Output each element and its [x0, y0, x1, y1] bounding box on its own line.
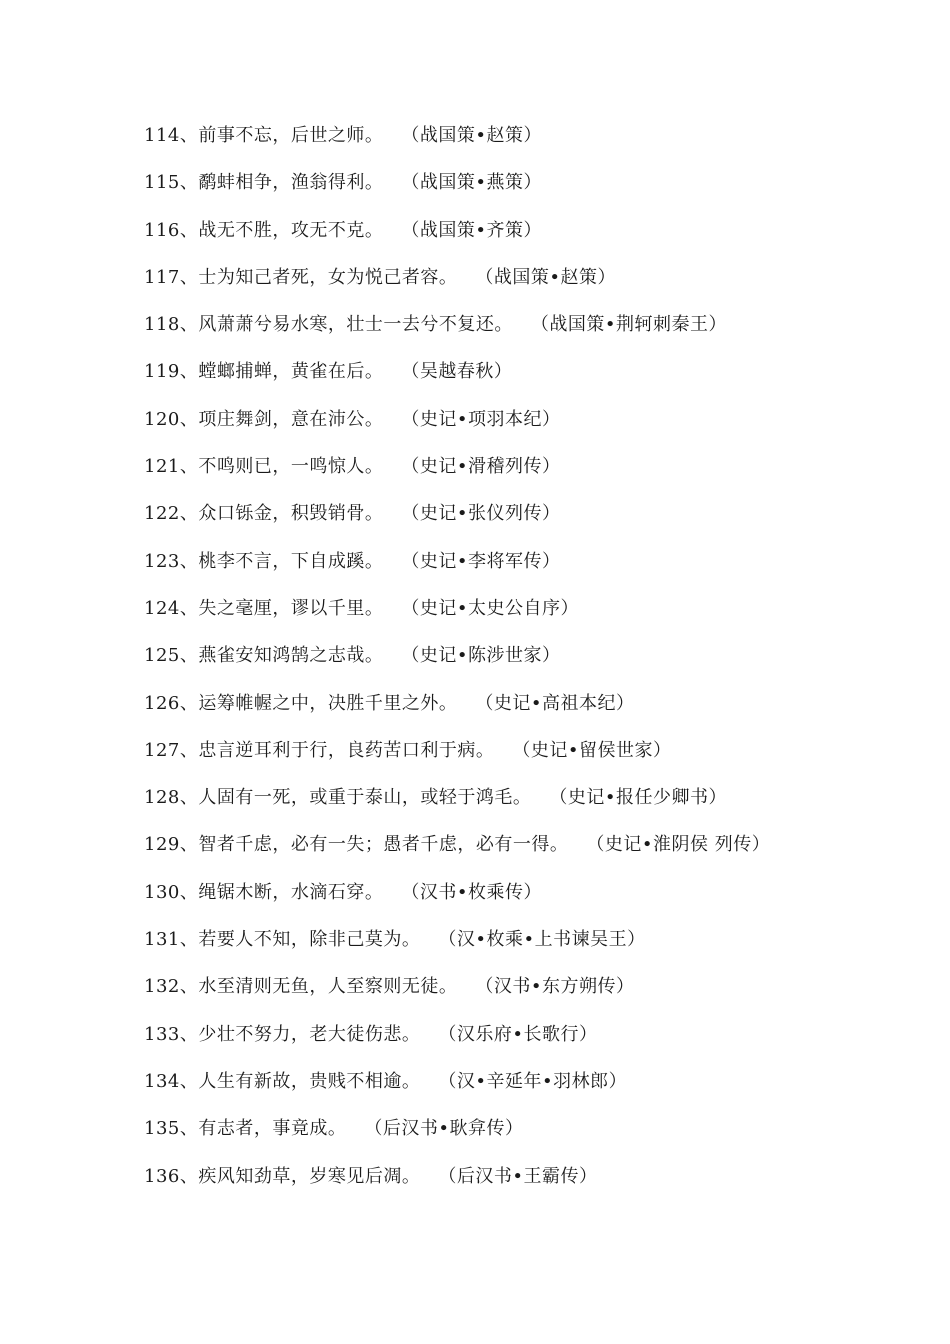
list-item [144, 1064, 904, 1111]
item-number: 124 [144, 597, 180, 619]
item-number: 136 [144, 1165, 180, 1187]
quote-source: （汉•辛延年•羽林郎） [438, 1070, 628, 1092]
quote-text: 士为知己者死，女为悦己者容。 [198, 266, 458, 288]
list-item [144, 1159, 904, 1206]
item-separator: 、 [179, 739, 199, 761]
quote-source: （汉书•枚乘传） [401, 881, 542, 903]
quote-source: （汉书•东方朔传） [475, 976, 635, 998]
quote-source: （史记•滑稽列传） [401, 456, 561, 478]
item-separator: 、 [179, 550, 199, 572]
item-separator: 、 [179, 1070, 199, 1092]
list-item [144, 875, 904, 922]
item-number: 118 [144, 314, 180, 336]
item-separator: 、 [179, 1165, 199, 1187]
quote-text: 若要人不知，除非己莫为。 [198, 929, 421, 951]
quote-text: 智者千虑，必有一失；愚者千虑，必有一得。 [198, 834, 569, 856]
item-number: 117 [144, 266, 180, 288]
quote-text: 桃李不言，下自成蹊。 [198, 550, 384, 572]
item-number: 128 [144, 787, 180, 809]
list-item [144, 922, 904, 969]
quote-source: （汉乐府•长歌行） [438, 1023, 598, 1045]
quote-source: （汉•枚乘•上书谏吴王） [438, 929, 646, 951]
quote-source: （战国策•赵策） [475, 266, 616, 288]
quote-text: 运筹帷幄之中，决胜千里之外。 [198, 692, 458, 714]
quote-source: （战国策•荆轲刺秦王） [530, 314, 727, 336]
item-number: 122 [144, 503, 180, 525]
quote-source: （史记•报任少卿书） [549, 787, 727, 809]
list-item [144, 591, 904, 638]
quote-text: 水至清则无鱼，人至察则无徒。 [198, 976, 458, 998]
item-number: 131 [144, 929, 180, 951]
item-separator: 、 [179, 834, 199, 856]
item-separator: 、 [179, 597, 199, 619]
item-number: 114 [144, 125, 180, 146]
item-number: 134 [144, 1070, 180, 1092]
quote-text: 绳锯木断，水滴石穿。 [198, 881, 384, 903]
item-number: 129 [144, 834, 180, 856]
quote-text: 人生有新故，贵贱不相逾。 [198, 1070, 421, 1092]
item-number: 135 [144, 1118, 180, 1140]
quote-text: 有志者，事竟成。 [198, 1118, 347, 1140]
quote-text: 项庄舞剑，意在沛公。 [198, 408, 384, 430]
list-item [144, 260, 904, 307]
quote-source: （史记•陈涉世家） [401, 645, 561, 667]
item-separator: 、 [179, 692, 199, 714]
list-item [144, 307, 904, 354]
list-item [144, 780, 904, 827]
list-item [144, 402, 904, 449]
item-number: 120 [144, 408, 180, 430]
list-item [144, 544, 904, 591]
quote-text: 众口铄金，积毁销骨。 [198, 503, 384, 525]
list-item [144, 969, 904, 1016]
list-item [144, 1017, 904, 1064]
item-separator: 、 [179, 929, 199, 951]
item-number: 132 [144, 976, 180, 998]
quote-source: （史记•太史公自序） [401, 597, 579, 619]
quote-source: （史记•高祖本纪） [475, 692, 635, 714]
quote-text: 人固有一死，或重于泰山，或轻于鸿毛。 [198, 787, 532, 809]
item-separator: 、 [179, 976, 199, 998]
list-item [144, 733, 904, 780]
item-number: 127 [144, 739, 180, 761]
item-number: 126 [144, 692, 180, 714]
list-item [144, 213, 904, 260]
quote-list [144, 118, 904, 1206]
item-number: 116 [144, 219, 180, 241]
list-item [144, 686, 904, 733]
item-separator: 、 [179, 1118, 199, 1140]
list-item [144, 449, 904, 496]
quote-text: 少壮不努力，老大徒伤悲。 [198, 1023, 421, 1045]
item-number: 115 [144, 172, 180, 194]
quote-source: （吴越春秋） [401, 361, 513, 383]
quote-text: 战无不胜，攻无不克。 [198, 219, 384, 241]
quote-text: 不鸣则已，一鸣惊人。 [198, 456, 384, 478]
item-separator: 、 [179, 456, 199, 478]
quote-source: （战国策•赵策） [401, 125, 542, 146]
item-separator: 、 [179, 172, 199, 194]
item-number: 119 [144, 361, 180, 383]
quote-source: （战国策•燕策） [401, 172, 542, 194]
list-item [144, 638, 904, 685]
quote-source: （史记•淮阴侯 列传） [586, 834, 771, 856]
item-separator: 、 [179, 314, 199, 336]
quote-text: 风萧萧兮易水寒，壮士一去兮不复还。 [198, 314, 513, 336]
item-separator: 、 [179, 503, 199, 525]
quote-text: 前事不忘，后世之师。 [198, 125, 384, 146]
item-separator: 、 [179, 266, 199, 288]
item-number: 121 [144, 456, 180, 478]
quote-source: （史记•留侯世家） [512, 739, 672, 761]
item-separator: 、 [179, 361, 199, 383]
quote-text: 忠言逆耳利于行，良药苦口利于病。 [198, 739, 495, 761]
quote-source: （史记•项羽本纪） [401, 408, 561, 430]
item-separator: 、 [179, 1023, 199, 1045]
quote-text: 螳螂捕蝉，黄雀在后。 [198, 361, 384, 383]
quote-source: （战国策•齐策） [401, 219, 542, 241]
list-item [144, 354, 904, 401]
list-item [144, 118, 904, 165]
quote-text: 燕雀安知鸿鹄之志哉。 [198, 645, 384, 667]
quote-source: （后汉书•耿弇传） [364, 1118, 524, 1140]
quote-text: 鹬蚌相争，渔翁得利。 [198, 172, 384, 194]
quote-source: （史记•李将军传） [401, 550, 561, 572]
list-item [144, 827, 904, 874]
list-item [144, 165, 904, 212]
quote-text: 失之毫厘，谬以千里。 [198, 597, 384, 619]
item-number: 133 [144, 1023, 180, 1045]
item-separator: 、 [179, 645, 199, 667]
item-separator: 、 [179, 881, 199, 903]
item-number: 125 [144, 645, 180, 667]
quote-source: （史记•张仪列传） [401, 503, 561, 525]
item-separator: 、 [179, 125, 199, 146]
quote-text: 疾风知劲草，岁寒见后凋。 [198, 1165, 421, 1187]
list-item [144, 1111, 904, 1158]
item-number: 123 [144, 550, 180, 572]
quote-source: （后汉书•王霸传） [438, 1165, 598, 1187]
item-number: 130 [144, 881, 180, 903]
item-separator: 、 [179, 787, 199, 809]
item-separator: 、 [179, 408, 199, 430]
item-separator: 、 [179, 219, 199, 241]
list-item [144, 496, 904, 543]
